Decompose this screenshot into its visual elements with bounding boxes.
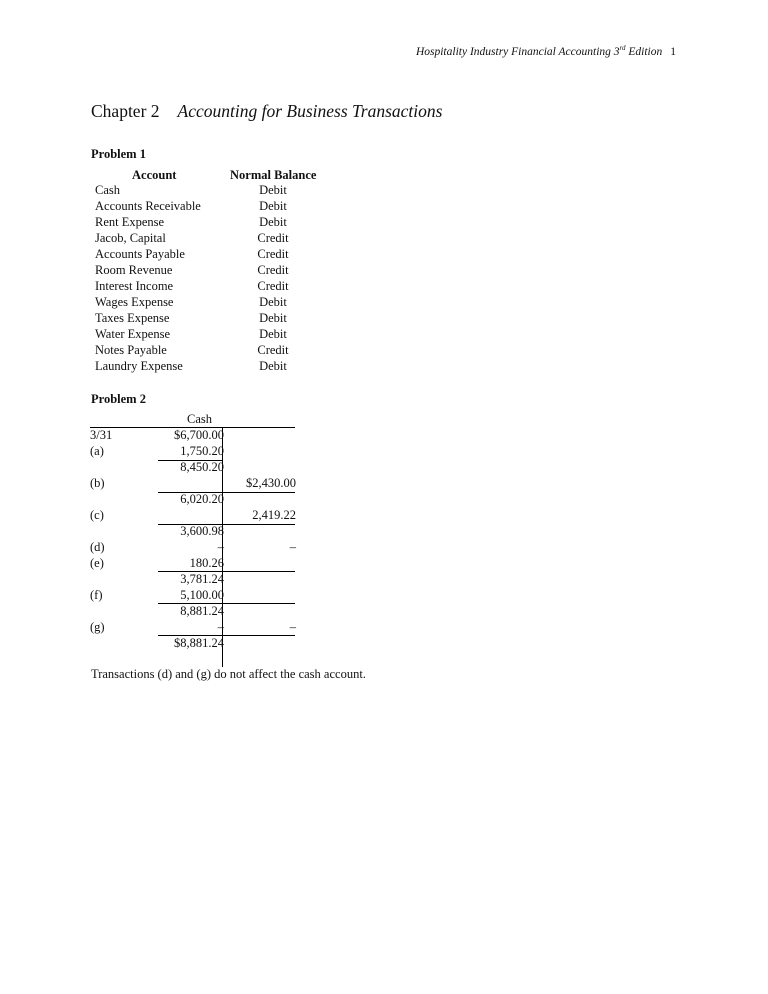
debit-amount: 6,020.20 [180, 492, 224, 506]
account-row [95, 231, 335, 247]
account-row [95, 183, 335, 199]
chapter-title: Accounting for Business Transactions [177, 101, 443, 121]
account-name: Jacob, Capital [95, 231, 166, 245]
credit-amount: 2,419.22 [252, 508, 296, 522]
normal-balance-column-header: Normal Balance [230, 168, 317, 182]
credit-amount: – [289, 540, 296, 554]
entry-label: (e) [90, 556, 104, 570]
t-account-row [90, 460, 300, 476]
t-account-row [90, 476, 300, 492]
normal-balance: Credit [257, 279, 289, 293]
debit-amount: 5,100.00 [180, 588, 224, 602]
debit-amount: 180.26 [189, 556, 224, 570]
t-account-row [90, 444, 300, 460]
credit-amount: $2,430.00 [246, 476, 296, 490]
page-number: 1 [670, 45, 676, 58]
account-name: Wages Expense [95, 295, 174, 309]
chapter-heading [91, 101, 442, 122]
t-account-row [90, 556, 300, 572]
debit-amount: 8,881.24 [180, 604, 224, 618]
account-row [95, 263, 335, 279]
account-name: Notes Payable [95, 343, 167, 357]
debit-amount: $6,700.00 [174, 428, 224, 442]
account-row [95, 215, 335, 231]
account-name: Water Expense [95, 327, 170, 341]
normal-balance: Debit [259, 311, 287, 325]
t-account-row [90, 508, 300, 524]
debit-amount: 1,750.20 [180, 444, 224, 458]
account-row [95, 359, 335, 375]
t-account-row [90, 620, 300, 636]
credit-amount: – [289, 620, 296, 634]
normal-balance: Credit [257, 247, 289, 261]
account-row [95, 327, 335, 343]
normal-balance: Credit [257, 263, 289, 277]
problem-2-heading: Problem 2 [91, 392, 146, 406]
normal-balance: Debit [259, 215, 287, 229]
normal-balance: Credit [257, 343, 289, 357]
normal-balance: Debit [259, 327, 287, 341]
account-name: Accounts Receivable [95, 199, 201, 213]
account-name: Rent Expense [95, 215, 165, 229]
running-header [416, 44, 676, 58]
t-account-row [90, 572, 300, 588]
account-column-header: Account [132, 168, 177, 182]
book-title: Hospitality Industry Financial Accounting 3rd Edition [415, 44, 663, 58]
entry-label: (c) [90, 508, 104, 522]
debit-amount: 3,781.24 [180, 572, 224, 586]
problem-1-heading: Problem 1 [91, 147, 146, 161]
t-account-row [90, 428, 300, 444]
entry-label: (d) [90, 540, 105, 554]
account-name: Interest Income [95, 279, 174, 293]
debit-amount: 3,600.98 [180, 524, 224, 538]
entry-label: (f) [90, 588, 103, 602]
account-row [95, 295, 335, 311]
t-account-row [90, 588, 300, 604]
debit-amount: 8,450.20 [180, 460, 224, 474]
account-name: Cash [95, 183, 120, 197]
normal-balance: Credit [257, 231, 289, 245]
t-account-row [90, 636, 300, 652]
debit-amount: – [217, 620, 224, 634]
chapter-number: Chapter 2 [91, 101, 160, 121]
t-account-row [90, 524, 300, 540]
t-account-title: Cash [187, 412, 212, 426]
normal-balance: Debit [259, 359, 287, 373]
problem-2-note: Transactions (d) and (g) do not affect the cash account. [91, 667, 366, 681]
account-row [95, 311, 335, 327]
account-name: Accounts Payable [95, 247, 185, 261]
account-row [95, 343, 335, 359]
account-row [95, 199, 335, 215]
debit-amount: $8,881.24 [174, 636, 224, 650]
normal-balance: Debit [259, 199, 287, 213]
account-name: Room Revenue [95, 263, 173, 277]
account-name: Laundry Expense [95, 359, 183, 373]
account-row [95, 247, 335, 263]
account-row [95, 279, 335, 295]
t-account-row [90, 540, 300, 556]
normal-balance: Debit [259, 295, 287, 309]
entry-label: (g) [90, 620, 105, 634]
t-account-row [90, 604, 300, 620]
normal-balance: Debit [259, 183, 287, 197]
debit-amount: – [217, 540, 224, 554]
account-name: Taxes Expense [95, 311, 170, 325]
entry-label: (b) [90, 476, 105, 490]
entry-label: 3/31 [90, 428, 113, 442]
entry-label: (a) [90, 444, 104, 458]
t-account-row [90, 492, 300, 508]
